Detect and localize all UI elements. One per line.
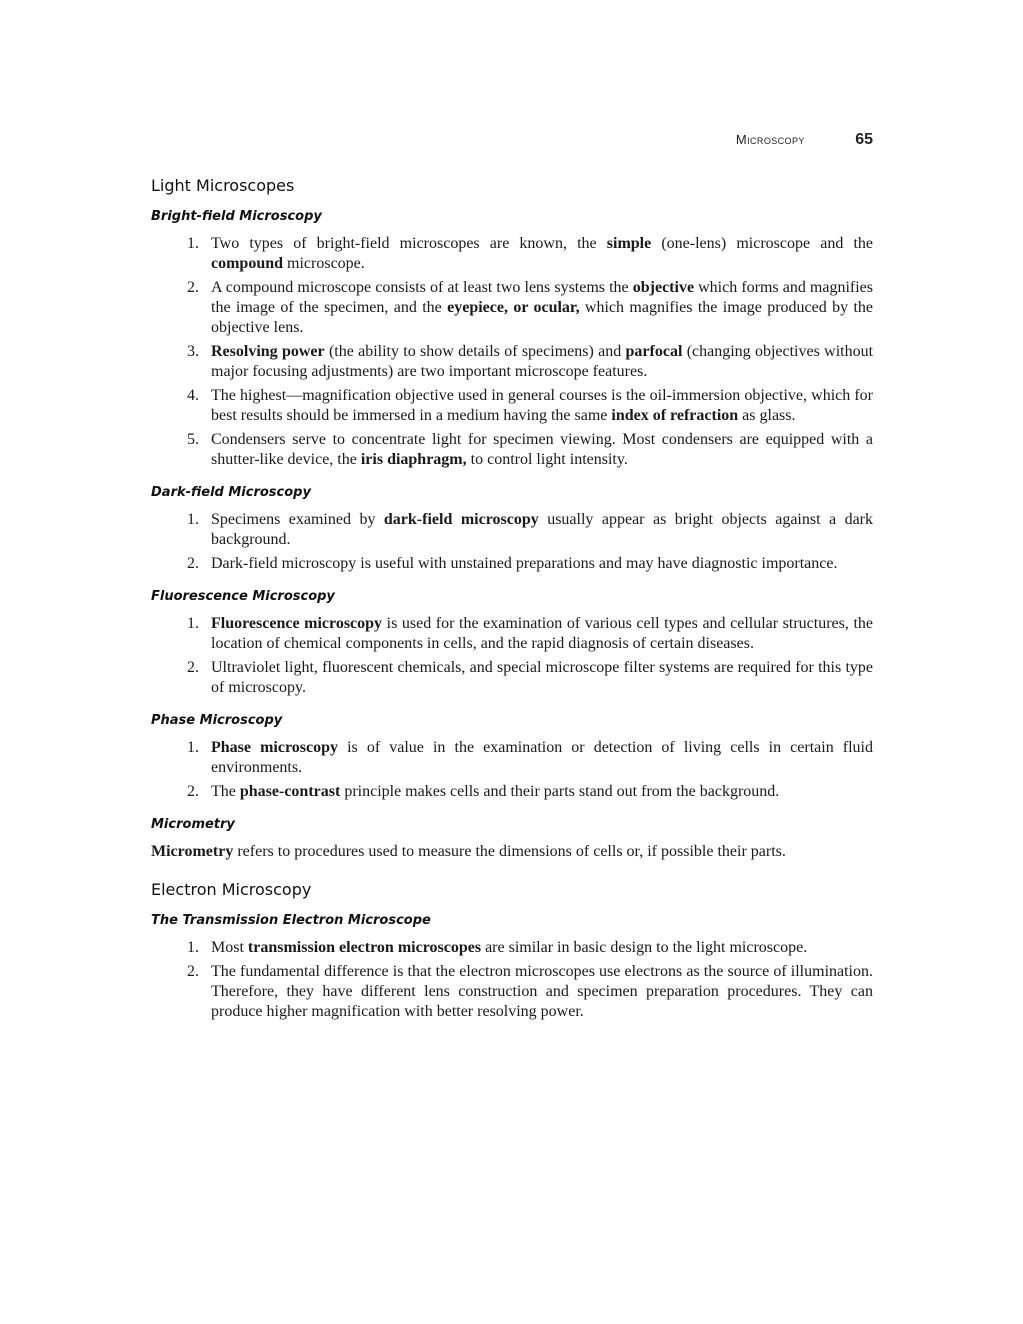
- bold-term: index of refraction: [611, 407, 739, 424]
- list-item: 1. Phase microscopy is of value in the examination or detection of living cells in certain fluid environments.: [187, 739, 873, 776]
- item-number: 1.: [187, 739, 199, 756]
- section-heading: Light Microscopes: [151, 176, 295, 195]
- list-item: 2. The fundamental difference is that the electron microscopes use electrons as the source of illumination. Therefore, they have different lens construction and specimen preparation procedures. They can produce higher magnification with better resolving power.: [187, 963, 873, 1020]
- subsection-heading: Bright-field Microscopy: [151, 209, 322, 224]
- item-number: 1.: [187, 939, 199, 956]
- item-number: 2.: [187, 963, 199, 980]
- bold-term: parfocal: [625, 343, 683, 360]
- running-head: [736, 131, 873, 149]
- item-number: 3.: [187, 343, 199, 360]
- section-heading: Electron Microscopy: [151, 880, 312, 899]
- subsection: [151, 587, 873, 698]
- list-item: 2. Ultraviolet light, fluorescent chemicals, and special microscope filter systems are required for this type of microscopy.: [187, 659, 873, 696]
- bold-term: Fluorescence microscopy: [211, 615, 383, 632]
- bold-term: iris diaphragm,: [360, 451, 467, 468]
- bold-term: transmission electron microscopes: [247, 939, 482, 956]
- bold-term: dark-field microscopy: [383, 511, 539, 528]
- subsection-heading: Fluorescence Microscopy: [151, 589, 335, 604]
- item-number: 2.: [187, 783, 199, 800]
- numbered-list: [151, 938, 873, 1022]
- item-number: 1.: [187, 235, 199, 252]
- page-number: 65: [855, 131, 873, 148]
- item-number: 1.: [187, 615, 199, 632]
- list-item: 1. Two types of bright-field microscopes are known, the simple (one-lens) microscope and the compound microscope.: [187, 235, 873, 272]
- bold-term: Micrometry: [151, 843, 234, 860]
- list-item: 2. A compound microscope consists of at least two lens systems the objective which forms and magnifies the image of the specimen, and the eyepiece, or ocular, which magnifies the image produced by the objective lens.: [187, 279, 874, 336]
- bold-term: simple: [606, 235, 652, 252]
- list-item: 1. Most transmission electron microscopes are similar in basic design to the light microscope.: [187, 939, 808, 956]
- running-head-title: Microscopy: [735, 132, 805, 147]
- subsection: [151, 483, 873, 574]
- subsection-heading: Dark-field Microscopy: [151, 485, 311, 500]
- list-item: 2. Dark-field microscopy is useful with unstained preparations and may have diagnostic importance.: [187, 555, 838, 572]
- subsection: [151, 815, 873, 862]
- paragraph: Micrometry refers to procedures used to measure the dimensions of cells or, if possible their parts.: [151, 843, 786, 860]
- subsection: [151, 711, 873, 802]
- bold-term: phase-contrast: [239, 783, 341, 800]
- bold-term: Phase microscopy: [211, 739, 338, 756]
- subsection-heading: Micrometry: [151, 817, 235, 832]
- page-content: [151, 174, 873, 1035]
- list-item: 5. Condensers serve to concentrate light for specimen viewing. Most condensers are equipped with a shutter-like device, the iris diaphragm, to control light intensity.: [187, 431, 873, 468]
- item-number: 5.: [187, 431, 199, 448]
- list-item: 2. The phase-contrast principle makes cells and their parts stand out from the background.: [187, 783, 780, 800]
- bold-term: objective: [632, 279, 695, 296]
- item-number: 2.: [187, 555, 199, 572]
- numbered-list: [151, 510, 873, 574]
- list-item: 1. Specimens examined by dark-field microscopy usually appear as bright objects against a dark background.: [187, 511, 874, 548]
- bold-term: compound: [211, 255, 284, 272]
- item-number: 2.: [187, 279, 199, 296]
- item-number: 2.: [187, 659, 199, 676]
- subsection: [151, 207, 873, 470]
- numbered-list: [151, 738, 873, 802]
- subsection-heading: Phase Microscopy: [151, 713, 283, 728]
- list-item: 3. Resolving power (the ability to show details of specimens) and parfocal (changing objectives without major focusing adjustments) are two important microscope features.: [187, 343, 874, 380]
- numbered-list: [151, 614, 873, 698]
- list-item: 4. The highest—magnification objective used in general courses is the oil-immersion objective, which for best results should be immersed in a medium having the same index of refraction as glass.: [187, 387, 873, 424]
- subsection: [151, 911, 873, 1022]
- numbered-list: [151, 234, 873, 470]
- list-item: 1. Fluorescence microscopy is used for the examination of various cell types and cellular structures, the location of chemical components in cells, and the rapid diagnosis of certain diseases.: [187, 615, 873, 652]
- subsection-heading: The Transmission Electron Microscope: [151, 913, 431, 928]
- bold-term: eyepiece, or ocular,: [447, 299, 580, 316]
- item-number: 4.: [187, 387, 199, 404]
- item-number: 1.: [187, 511, 199, 528]
- bold-term: Resolving power: [211, 343, 325, 360]
